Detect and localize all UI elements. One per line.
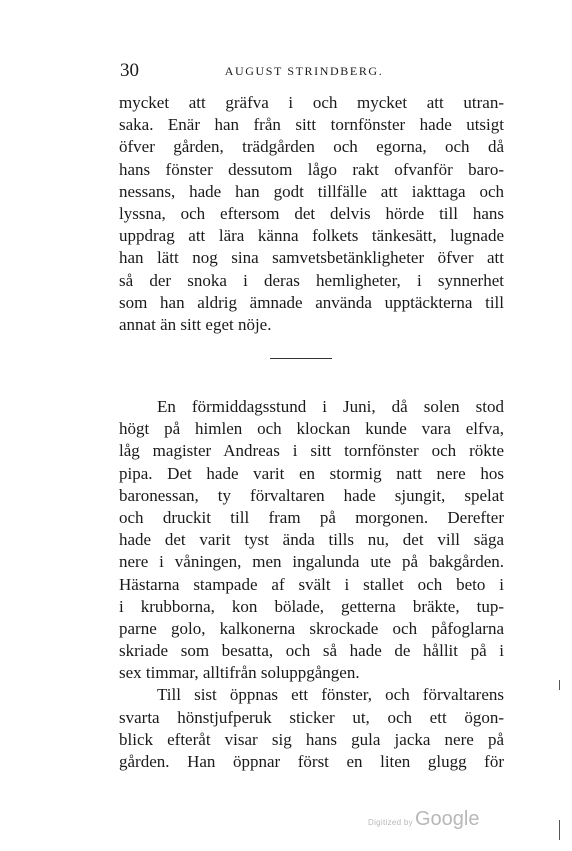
text-line: högt på himlen och klockan kunde vara elfva, [119, 419, 504, 439]
text-line: saka. Enär han från sitt tornfönster hade utsigt [119, 115, 504, 135]
text-line: svarta hönstjufperuk sticker ut, och ett ögon- [119, 707, 504, 727]
text-line: som han aldrig ämnade använda upptäckterna till [119, 292, 504, 312]
text-line: så der snoka i deras hemligheter, i synnerhet [119, 270, 504, 290]
section-separator [270, 358, 332, 359]
text-line: annat än sitt eget nöje. [119, 314, 272, 334]
page-number: 30 [120, 60, 139, 81]
watermark-prefix: Digitized by [368, 818, 413, 827]
paragraph-2 [119, 396, 504, 773]
text-line: sex timmar, alltifrån soluppgången. [119, 663, 360, 683]
text-line: baronessan, ty förvaltaren hade sjungit, spelat [119, 485, 504, 505]
running-head: AUGUST STRINDBERG. [224, 64, 384, 78]
text-line: i krubborna, kon bölade, getterna bräkte, tup- [119, 596, 504, 616]
google-logo: Google [414, 808, 480, 830]
text-line: skriade som besatta, och så hade de hållit på i [119, 641, 504, 661]
text-line: En förmiddagsstund i Juni, då solen stod [157, 397, 504, 416]
text-line: Hästarna stampade af svält i stallet och beto i [119, 574, 504, 594]
text-line: mycket att gräfva i och mycket att utran- [119, 93, 504, 112]
text-line: lyssna, och eftersom det delvis hörde till hans [119, 203, 504, 223]
text-line: Till sist öppnas ett fönster, och förvaltarens [157, 685, 504, 705]
text-line: öfver gården, trädgården och egorna, och då [119, 137, 504, 157]
text-line: gården. Han öppnar först en liten glugg för [119, 752, 504, 771]
text-line: pipa. Det hade varit en stormig natt nere hos [119, 463, 504, 483]
text-line: nere i våningen, men ingalunda ute på bakgården. [119, 552, 504, 572]
text-line: låg magister Andreas i sitt tornfönster och rökte [119, 441, 504, 461]
text-line: blick efteråt visar sig hans gula jacka nere på [119, 729, 504, 749]
scan-edge-mark [559, 680, 560, 690]
text-line: och druckit till fram på morgonen. Derefter [119, 507, 504, 527]
text-line: hans fönster dessutom lågo rakt ofvanför baro- [119, 159, 504, 179]
text-line: nessans, hade han godt tillfälle att iakttaga och [119, 181, 504, 201]
text-line: hade det varit tyst ända tills nu, det vill säga [119, 530, 504, 550]
digitized-watermark [368, 808, 479, 831]
paragraph-1 [119, 92, 504, 336]
text-line: uppdrag att lära känna folkets tänkesätt, lugnade [119, 226, 504, 246]
text-line: han lätt nog sina samvetsbetänkligheter öfver att [119, 248, 504, 268]
scan-edge-mark [559, 820, 560, 840]
text-line: parne golo, kalkonerna skrockade och påfoglarna [119, 618, 504, 638]
